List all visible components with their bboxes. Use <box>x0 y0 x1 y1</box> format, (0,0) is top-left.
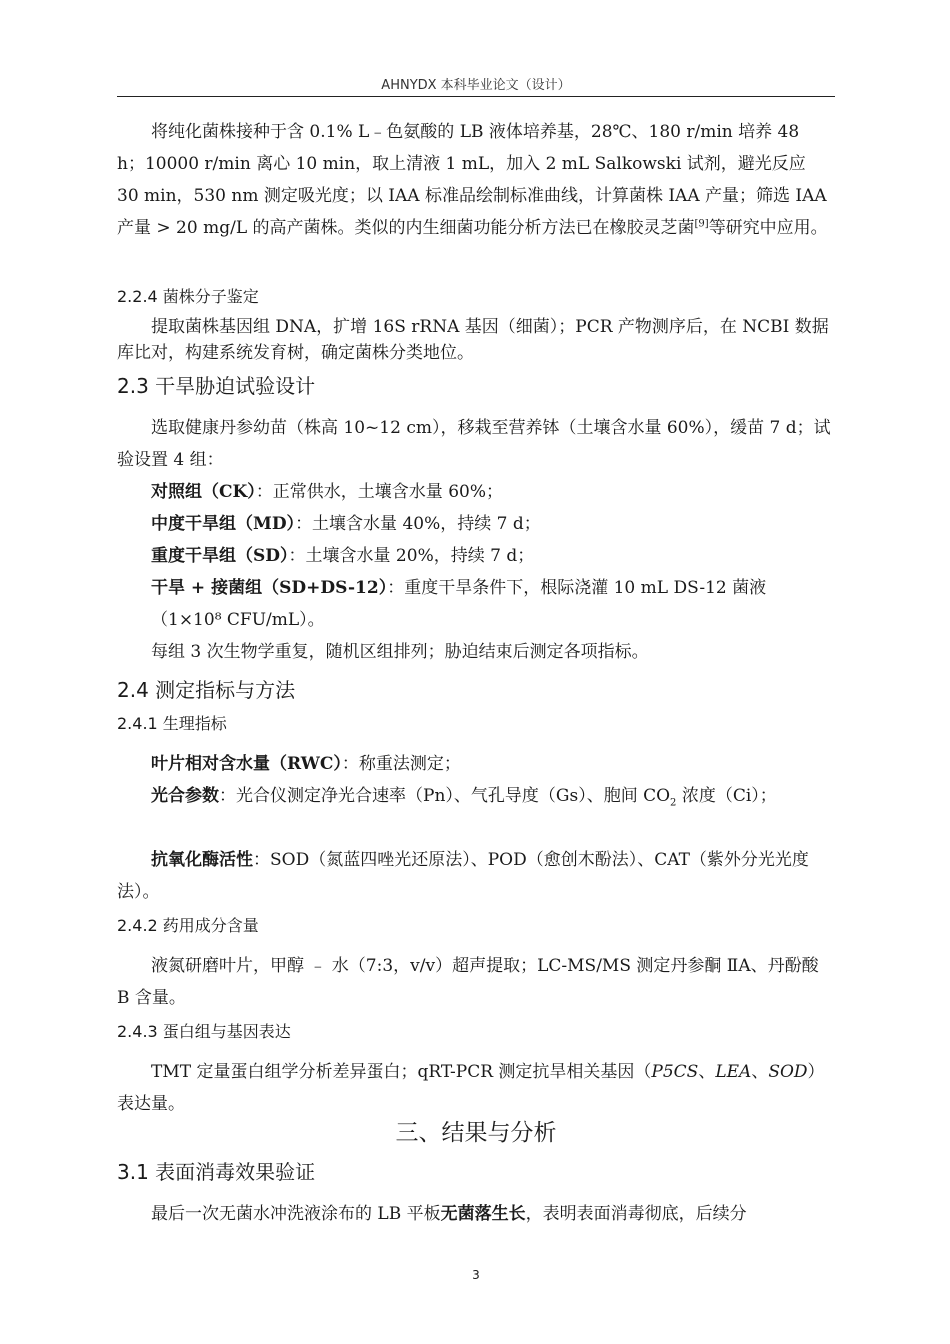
gene-lea: LEA <box>715 1062 752 1082</box>
paragraph-text-tail: 等研究中应用。 <box>708 218 828 238</box>
group-ck <box>117 476 832 508</box>
gene-separator: 、 <box>698 1062 716 1082</box>
heading-3-1: 3.1 表面消毒效果验证 <box>117 1160 316 1184</box>
group-ck-label: 对照组（CK） <box>151 482 256 502</box>
heading-2-4: 2.4 测定指标与方法 <box>117 678 296 702</box>
paragraph-medicinal: 液氮研磨叶片，甲醇 ﹣ 水（7:3，v/v）超声提取；LC-MS/MS 测定丹参酮 ⅡA、丹酚酸 B 含量。 <box>117 956 819 1008</box>
citation-ref: [9] <box>694 218 709 230</box>
co2-subscript: 2 <box>670 797 677 809</box>
paragraph-proteome <box>117 1056 832 1120</box>
disinfection-bold: 无菌落生长 <box>440 1204 526 1224</box>
group-sd-text: ：土壤含水量 20%，持续 7 d； <box>288 546 535 566</box>
item-rwc <box>117 748 832 780</box>
page-number: 3 <box>472 1268 480 1282</box>
heading-2-2-4: 2.2.4 菌株分子鉴定 <box>117 287 259 306</box>
group-sd-ds12-label: 干旱 + 接菌组（SD+DS-12） <box>151 578 388 598</box>
paragraph-text: 将纯化菌株接种于含 0.1% L﹣色氨酸的 LB 液体培养基，28℃、180 r/min 培养 48 h；10000 r/min 离心 10 min，取上清液 1 mL，加入 2 mL Salkowski 试剂，避光反应 30 min，530 nm 测定吸光度；以 IAA 标准品绘制标准曲线，计算菌株 IAA 产量；筛选 IAA 产量 > 20 mg/L 的高产菌株。类似的内生细菌功能分析方法已在橡胶灵芝菌 <box>117 122 827 238</box>
group-ck-text: ：正常供水，土壤含水量 60%； <box>255 482 504 502</box>
group-sd-label: 重度干旱组（SD） <box>151 546 289 566</box>
heading-2-4-3: 2.4.3 蛋白组与基因表达 <box>117 1022 291 1041</box>
heading-2-4-1: 2.4.1 生理指标 <box>117 714 227 733</box>
item-photosynthesis-text: ：光合仪测定净光合速率（Pn）、气孔导度（Gs）、胞间 CO <box>219 786 671 806</box>
heading-2-4-2: 2.4.2 药用成分含量 <box>117 916 259 935</box>
item-rwc-label: 叶片相对含水量（RWC） <box>151 754 342 774</box>
group-sd-ds12 <box>117 572 832 636</box>
running-header: AHNYDX 本科毕业论文（设计） <box>381 78 571 93</box>
item-rwc-text: ：称重法测定； <box>341 754 461 774</box>
item-antioxidant <box>117 844 832 908</box>
item-antioxidant-label: 抗氧化酶活性 <box>151 850 253 870</box>
group-md-text: ：土壤含水量 40%，持续 7 d； <box>295 514 541 534</box>
paragraph-drought-design: 选取健康丹参幼苗（株高 10~12 cm），移栽至营养钵（土壤含水量 60%），缓苗 7 d；试验设置 4 组： <box>117 418 831 470</box>
item-photosynthesis-text-b: 浓度（Ci）； <box>676 786 777 806</box>
group-md <box>117 508 832 540</box>
group-sd-ds12-text: ：重度干旱条件下，根际浇灌 10 mL DS-12 菌液（1×10⁸ CFU/mL）。 <box>151 578 767 630</box>
paragraph-replicates: 每组 3 次生物学重复，随机区组排列；胁迫结束后测定各项指标。 <box>151 642 649 662</box>
paragraph-molecular-id: 提取菌株基因组 DNA，扩增 16S rRNA 基因（细菌）；PCR 产物测序后，在 NCBI 数据库比对，构建系统发育树，确定菌株分类地位。 <box>117 317 829 363</box>
gene-p5cs: P5CS <box>651 1062 699 1082</box>
header-rule <box>117 96 835 97</box>
gene-separator: 、 <box>751 1062 769 1082</box>
disinfection-text-tail: ，表明表面消毒彻底，后续分 <box>525 1204 747 1224</box>
paragraph-disinfection <box>117 1198 832 1230</box>
item-photosynthesis <box>117 780 832 812</box>
paragraph-iaa-assay <box>117 116 832 244</box>
gene-sod: SOD <box>768 1062 808 1082</box>
heading-2-3: 2.3 干旱胁迫试验设计 <box>117 374 316 398</box>
disinfection-text: 最后一次无菌水冲洗液涂布的 LB 平板 <box>151 1204 441 1224</box>
item-antioxidant-text: ：SOD（氮蓝四唑光还原法）、POD（愈创木酚法）、CAT（紫外分光光度法）。 <box>117 850 809 902</box>
proteome-text: TMT 定量蛋白组学分析差异蛋白；qRT-PCR 测定抗旱相关基因（ <box>151 1062 652 1082</box>
group-md-label: 中度干旱组（MD） <box>151 514 296 534</box>
chapter-heading-results: 三、结果与分析 <box>395 1120 557 1146</box>
proteome-text-tail: ）表达量。 <box>117 1062 825 1114</box>
group-sd <box>117 540 832 572</box>
item-photosynthesis-label: 光合参数 <box>151 786 219 806</box>
